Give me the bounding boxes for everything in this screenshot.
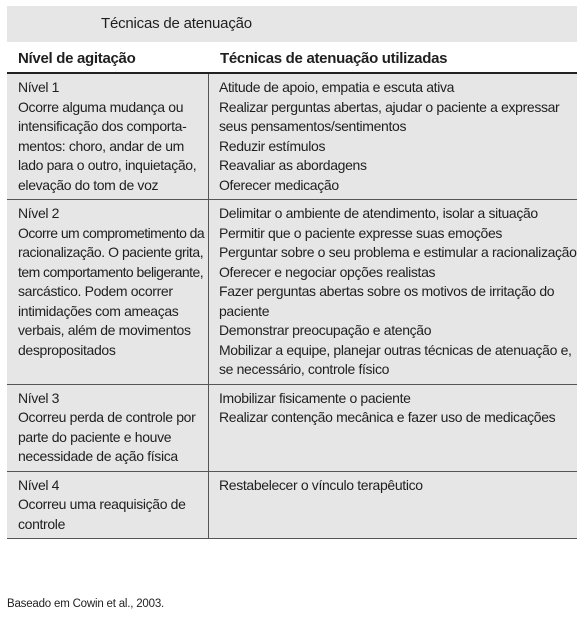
- level-label: Nível 1: [18, 79, 60, 95]
- table-title: Técnicas de atenuação: [101, 15, 252, 32]
- level-description-line: sarcástico. Podem ocorrer: [18, 283, 173, 299]
- technique-line: Imobilizar fisicamente o paciente: [219, 389, 411, 406]
- source-note: Baseado em Cowin et al., 2003.: [7, 598, 165, 610]
- table-title-bar: [7, 6, 577, 42]
- table-row: [7, 472, 577, 540]
- level-label: Nível 3: [18, 389, 60, 406]
- techniques-cell: [209, 472, 577, 539]
- table-header-row: [7, 42, 577, 74]
- table-row: [7, 385, 577, 472]
- techniques-cell: [209, 74, 577, 199]
- level-description-line: Ocorre alguma mudança ou: [18, 98, 184, 115]
- agitation-level-cell: [7, 385, 209, 471]
- technique-line: Realizar contenção mecânica e fazer uso de medicações: [219, 409, 556, 425]
- technique-line: Reduzir estímulos: [219, 137, 326, 154]
- level-description-line: intimidações com ameaças: [18, 302, 179, 319]
- technique-line: Fazer perguntas abertas sobre os motivos de irritação do: [219, 283, 555, 299]
- level-description-line: elevação do tom de voz: [18, 176, 159, 193]
- technique-line: Perguntar sobre o seu problema e estimular a racionalização: [219, 244, 577, 260]
- level-description-line: mentos: choro, andar de um: [18, 137, 184, 154]
- technique-line: Permitir que o paciente expresse suas emoções: [219, 224, 503, 241]
- technique-line: paciente: [219, 302, 270, 319]
- level-description-line: necessidade de ação física: [18, 448, 178, 464]
- technique-line: Oferecer medicação: [219, 176, 339, 193]
- technique-line: seus pensamentos/sentimentos: [219, 118, 407, 134]
- technique-line: Reavaliar as abordagens: [219, 157, 367, 173]
- agitation-level-cell: [7, 74, 209, 199]
- agitation-level-cell: [7, 472, 209, 539]
- table-body: [7, 74, 577, 539]
- level-description-line: Ocorreu uma reaquisição de: [18, 496, 186, 512]
- level-description-line: Ocorre um comprometimento da: [18, 224, 205, 241]
- technique-line: Mobilizar a equipe, planejar outras técnicas de atenuação e,: [219, 341, 572, 358]
- level-label: Nível 4: [18, 476, 60, 493]
- level-description-line: verbais, além de movimentos: [18, 322, 191, 338]
- table-row: [7, 74, 577, 200]
- header-techniques: Técnicas de atenuação utilizadas: [220, 50, 448, 67]
- level-description-line: despropositados: [18, 341, 116, 358]
- level-description-line: racionalização. O paciente grita,: [18, 244, 204, 260]
- level-label: Nível 2: [18, 205, 60, 221]
- technique-line: Delimitar o ambiente de atendimento, isolar a situação: [219, 205, 538, 221]
- header-agitation-level: Nível de agitação: [18, 50, 136, 67]
- agitation-level-cell: [7, 200, 209, 384]
- techniques-cell: [209, 385, 577, 471]
- technique-line: Atitude de apoio, empatia e escuta ativa: [219, 79, 455, 95]
- table-row: [7, 200, 577, 385]
- level-description-line: parte do paciente e houve: [18, 428, 172, 445]
- level-description-line: intensificação dos comporta-: [18, 118, 187, 134]
- technique-line: Realizar perguntas abertas, ajudar o paciente a expressar: [219, 98, 560, 115]
- level-description-line: tem comportamento beligerante,: [18, 263, 204, 280]
- level-description-line: lado para o outro, inquietação,: [18, 157, 197, 173]
- technique-line: Restabelecer o vínculo terapêutico: [219, 476, 423, 493]
- techniques-cell: [209, 200, 583, 384]
- technique-line: Oferecer e negociar opções realistas: [219, 263, 436, 280]
- technique-line: se necessário, controle físico: [219, 361, 390, 377]
- level-description-line: controle: [18, 515, 66, 532]
- technique-line: Demonstrar preocupação e atenção: [219, 322, 432, 338]
- level-description-line: Ocorreu perda de controle por: [18, 409, 196, 425]
